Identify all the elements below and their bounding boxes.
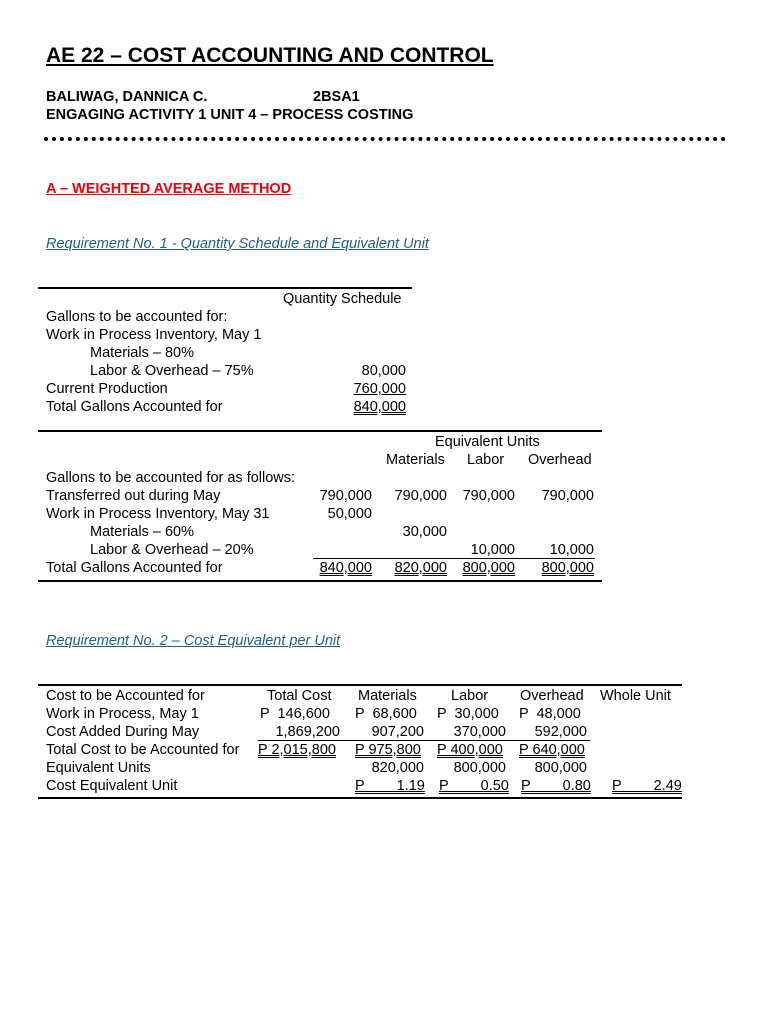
cost-total: 1,869,200 xyxy=(275,724,340,740)
method-title: A – WEIGHTED AVERAGE METHOD xyxy=(46,181,292,197)
cost-oh: 592,000 xyxy=(534,724,587,740)
eu-top-rule xyxy=(38,430,602,432)
cost-mat: P 1.19 xyxy=(355,778,425,794)
cost-lab: P 30,000 xyxy=(437,706,499,722)
eu-row-label: Materials – 60% xyxy=(90,524,194,540)
cost-lab: 800,000 xyxy=(453,760,506,776)
requirement-1-title: Requirement No. 1 - Quantity Schedule and Equivalent Unit xyxy=(46,236,429,252)
student-section: 2BSA1 xyxy=(313,89,360,105)
requirement-2-title: Requirement No. 2 – Cost Equivalent per Unit xyxy=(46,633,341,649)
qs-row-label: Current Production xyxy=(46,381,168,397)
eu-mat: 820,000 xyxy=(394,560,447,576)
eu-row-label: Labor & Overhead – 20% xyxy=(90,542,254,558)
qs-row-value: 760,000 xyxy=(353,381,406,397)
cost-mat: 820,000 xyxy=(371,760,424,776)
qs-row-label: Labor & Overhead – 75% xyxy=(90,363,254,379)
eu-oh: 10,000 xyxy=(549,542,594,558)
eu-bottom-rule xyxy=(38,580,602,582)
qs-row-label: Materials – 80% xyxy=(90,345,194,361)
cost-lab: P 0.50 xyxy=(439,778,509,794)
cost-oh: P 0.80 xyxy=(521,778,591,794)
cost-total: P 2,015,800 xyxy=(258,742,336,758)
eu-lab: 790,000 xyxy=(462,488,515,504)
qs-row-value: 840,000 xyxy=(353,399,406,415)
eu-col-overhead: Overhead xyxy=(528,452,592,468)
eu-qty: 790,000 xyxy=(319,488,372,504)
eu-lab: 800,000 xyxy=(462,560,515,576)
qs-row-label: Work in Process Inventory, May 1 xyxy=(46,327,262,343)
eu-row-label: Total Gallons Accounted for xyxy=(46,560,223,576)
cost-total: P 146,600 xyxy=(260,706,330,722)
eu-col-materials: Materials xyxy=(386,452,445,468)
cost-whole: P 2.49 xyxy=(612,778,682,794)
eu-row-label: Transferred out during May xyxy=(46,488,221,504)
cost-lab: 370,000 xyxy=(453,724,506,740)
document-title: AE 22 – COST ACCOUNTING AND CONTROL xyxy=(46,44,494,67)
cost-mat: 907,200 xyxy=(371,724,424,740)
eu-col-labor: Labor xyxy=(467,452,505,468)
cost-oh: P 48,000 xyxy=(519,706,581,722)
eu-oh: 790,000 xyxy=(541,488,594,504)
cost-mat: P 68,600 xyxy=(355,706,417,722)
eu-lab: 10,000 xyxy=(470,542,515,558)
cost-col-whole: Whole Unit xyxy=(600,688,671,704)
eu-qty: 840,000 xyxy=(319,560,372,576)
cost-col-total: Total Cost xyxy=(267,688,332,704)
cost-col-overhead: Overhead xyxy=(520,688,584,704)
student-name: BALIWAG, DANNICA C. xyxy=(46,89,208,105)
cost-row-label: Cost Added During May xyxy=(46,724,200,740)
cost-mat: P 975,800 xyxy=(355,742,421,758)
cost-bottom-rule xyxy=(38,797,682,799)
cost-lab: P 400,000 xyxy=(437,742,503,758)
activity-title: ENGAGING ACTIVITY 1 UNIT 4 – PROCESS COSTING xyxy=(46,107,414,123)
qs-header: Quantity Schedule xyxy=(283,291,402,307)
dotted-divider xyxy=(44,137,726,141)
qs-top-rule xyxy=(38,287,412,289)
cost-row-label: Work in Process, May 1 xyxy=(46,706,199,722)
eu-row-label: Work in Process Inventory, May 31 xyxy=(46,506,270,522)
cost-row-label: Cost Equivalent Unit xyxy=(46,778,178,794)
cost-top-rule xyxy=(38,684,682,686)
eu-oh: 800,000 xyxy=(541,560,594,576)
eu-header: Equivalent Units xyxy=(435,434,540,450)
cost-col-labor: Labor xyxy=(451,688,489,704)
cost-col-materials: Materials xyxy=(358,688,417,704)
eu-row-label: Gallons to be accounted for as follows: xyxy=(46,470,296,486)
cost-col-label: Cost to be Accounted for xyxy=(46,688,205,704)
qs-row-label: Gallons to be accounted for: xyxy=(46,309,228,325)
cost-row-label: Equivalent Units xyxy=(46,760,151,776)
eu-mat: 30,000 xyxy=(402,524,447,540)
qs-row-label: Total Gallons Accounted for xyxy=(46,399,223,415)
eu-mat: 790,000 xyxy=(394,488,447,504)
cost-oh: 800,000 xyxy=(534,760,587,776)
cost-row-label: Total Cost to be Accounted for xyxy=(46,742,240,758)
cost-oh: P 640,000 xyxy=(519,742,585,758)
eu-qty: 50,000 xyxy=(327,506,372,522)
qs-row-value: 80,000 xyxy=(361,363,406,379)
